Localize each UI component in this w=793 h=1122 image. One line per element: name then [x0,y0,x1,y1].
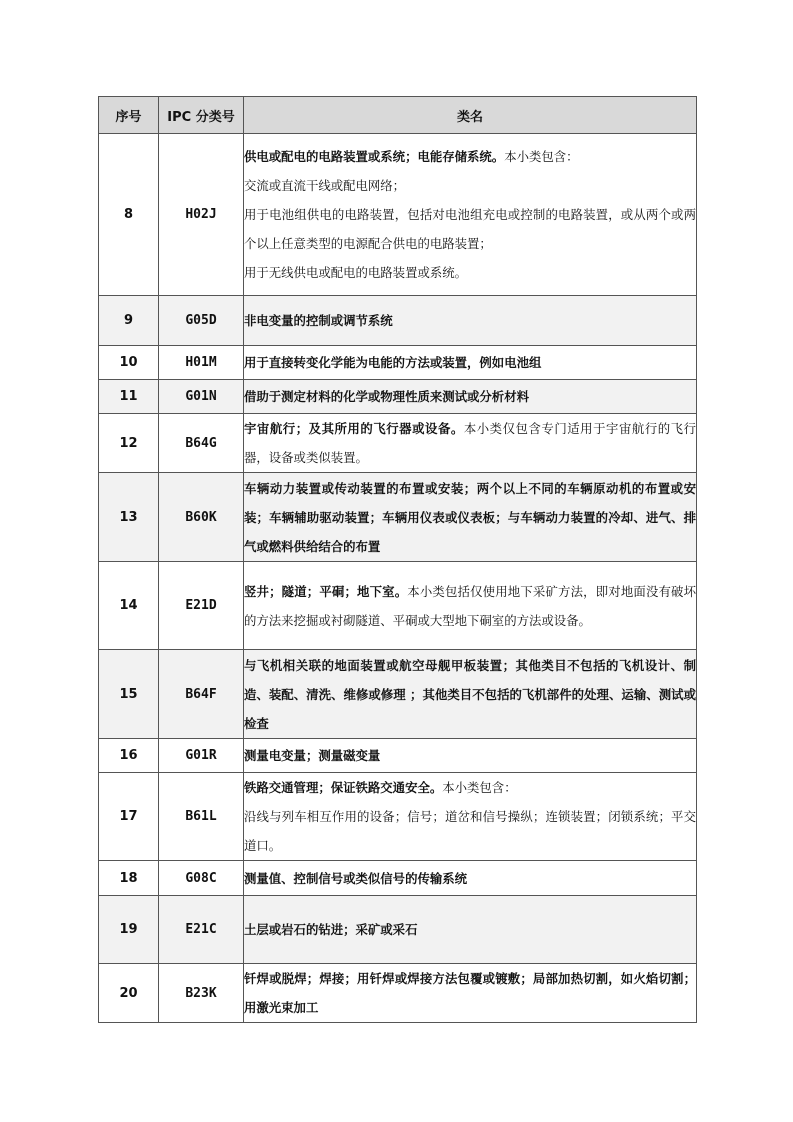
row-serial-number: 15 [99,650,159,739]
row-ipc-code: E21D [159,562,244,650]
row-class-name [244,650,697,739]
ipc-classification-table [98,96,697,1023]
row-class-name [244,964,697,1023]
row-ipc-code: H01M [159,346,244,380]
table-row [99,861,697,896]
row-ipc-code: B23K [159,964,244,1023]
row-ipc-code: G05D [159,296,244,346]
class-detail-line: 交流或直流干线或配电网络； [244,178,406,193]
class-title: 钎焊或脱焊；焊接；用钎焊或焊接方法包覆或镀敷；局部加热切割，如火焰切割；用激光束加工 [244,971,696,1015]
row-ipc-code: B64G [159,414,244,473]
row-serial-number: 10 [99,346,159,380]
header-serial-number: 序号 [99,97,159,134]
table-row [99,134,697,296]
row-class-name [244,134,697,296]
class-title: 竖井；隧道；平硐；地下室。 [244,583,408,599]
class-title: 借助于测定材料的化学或物理性质来测试或分析材料 [244,389,529,404]
class-title: 车辆动力装置或传动装置的布置或安装；两个以上不同的车辆原动机的布置或安装；车辆辅助驱动装置；车辆用仪表或仪表板；与车辆动力装置的冷却、进气、排气或燃料供给结合的布置 [244,480,696,554]
row-ipc-code: B61L [159,773,244,861]
row-ipc-code: G08C [159,861,244,896]
row-serial-number: 18 [99,861,159,896]
class-title: 用于直接转变化学能为电能的方法或装置，例如电池组 [244,355,542,370]
row-class-name [244,562,697,650]
row-serial-number: 11 [99,380,159,414]
row-serial-number: 16 [99,739,159,773]
class-detail-line: 用于电池组供电的电路装置，包括对电池组充电或控制的电路装置，或从两个或两个以上任意类型的电源配合供电的电路装置； [244,207,696,251]
row-ipc-code: B64F [159,650,244,739]
row-serial-number: 13 [99,473,159,562]
row-class-name [244,861,697,896]
row-serial-number: 12 [99,414,159,473]
row-class-name [244,296,697,346]
row-ipc-code: G01R [159,739,244,773]
table-row [99,964,697,1023]
class-title: 宇宙航行；及其所用的飞行器或设备。 [244,421,464,436]
class-description: 本小类包含： [504,149,579,164]
row-class-name [244,346,697,380]
row-serial-number: 14 [99,562,159,650]
row-ipc-code: B60K [159,473,244,562]
class-title: 测量电变量；测量磁变量 [244,748,381,763]
table-row [99,473,697,562]
row-class-name [244,896,697,964]
class-title: 土层或岩石的钻进；采矿或采石 [244,922,418,937]
row-ipc-code: E21C [159,896,244,964]
table-row [99,414,697,473]
table-row [99,896,697,964]
row-class-name [244,414,697,473]
class-description: 本小类包含： [442,780,517,795]
class-detail-line: 沿线与列车相互作用的设备；信号；道岔和信号操纵；连锁装置；闭锁系统；平交道口。 [244,809,696,853]
table-row [99,739,697,773]
class-title: 非电变量的控制或调节系统 [244,313,393,328]
table-header-row [99,97,697,134]
class-title: 供电或配电的电路装置或系统；电能存储系统。 [244,149,505,164]
row-serial-number: 19 [99,896,159,964]
class-description: 本小类仅包含专门适用于宇宙航行的飞行器，设备或类似装置。 [244,421,697,465]
header-ipc-code: IPC 分类号 [159,97,244,134]
row-serial-number: 20 [99,964,159,1023]
row-ipc-code: G01N [159,380,244,414]
row-serial-number: 17 [99,773,159,861]
class-title: 铁路交通管理；保证铁路交通安全。 [244,780,443,795]
table-row [99,380,697,414]
table-row [99,773,697,861]
row-class-name [244,380,697,414]
class-description: 本小类包括仅使用地下采矿方法，即对地面没有破坏的方法来挖掘或衬砌隧道、平硐或大型地下硐室的方法或设备。 [244,583,697,628]
row-serial-number: 9 [99,296,159,346]
row-class-name [244,473,697,562]
header-class-name: 类名 [244,97,697,134]
class-title: 与飞机相关联的地面装置或航空母舰甲板装置；其他类目不包括的飞机设计、制造、装配、清洗、维修或修理 ；其他类目不包括的飞机部件的处理、运输、测试或检查 [244,657,696,731]
class-title: 测量值、控制信号或类似信号的传输系统 [244,870,468,886]
table-row [99,650,697,739]
class-detail-line: 用于无线供电或配电的电路装置或系统。 [244,265,468,280]
row-class-name [244,773,697,861]
row-serial-number: 8 [99,134,159,296]
table-row [99,346,697,380]
row-ipc-code: H02J [159,134,244,296]
row-class-name [244,739,697,773]
table-row [99,296,697,346]
table-row [99,562,697,650]
